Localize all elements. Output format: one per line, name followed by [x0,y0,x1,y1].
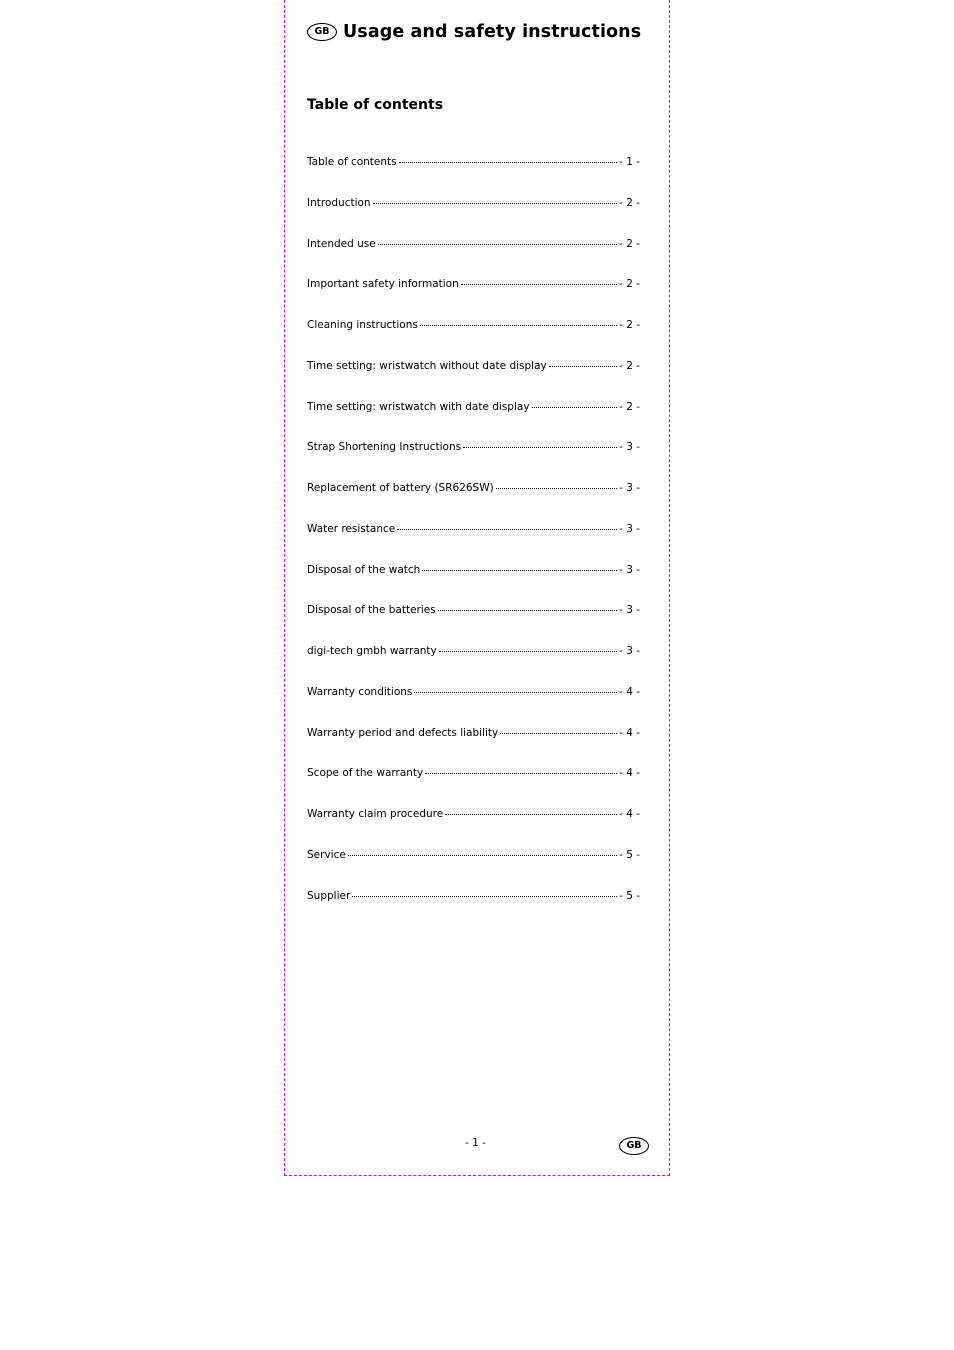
toc-entry-title: Disposal of the batteries [307,604,436,617]
toc-entry-title: Scope of the warranty [307,767,424,780]
toc-dot-leader [373,203,617,204]
toc-entry-page: - 3 - [619,482,640,494]
document-page [284,0,670,1176]
toc-dot-leader [378,244,617,245]
toc-entry[interactable] [307,849,640,890]
toc-entry-page: - 2 - [619,319,640,331]
toc-entry[interactable] [307,156,640,197]
toc-dot-leader [445,814,617,815]
toc-entry-title: Important safety information [307,278,459,291]
toc-entry-title: Service [307,848,346,861]
toc-entry-page: - 5 - [619,889,640,902]
footer-language-badge-gb: GB [619,1137,649,1155]
toc-dot-leader [420,325,617,326]
toc-entry[interactable] [307,727,640,768]
toc-entry-title: Warranty conditions [307,685,413,698]
toc-dot-leader [549,366,617,367]
toc-entry-page: - 3 - [619,441,640,454]
toc-dot-leader [439,651,617,652]
toc-entry-title: Introduction [307,196,371,209]
header [307,22,641,42]
toc-entry-title: Replacement of battery (SR626SW) [307,482,494,494]
table-of-contents [307,156,640,930]
toc-entry[interactable] [307,523,640,564]
toc-entry-page: - 3 - [619,645,640,657]
toc-entry-page: - 3 - [619,563,640,576]
toc-entry[interactable] [307,890,640,931]
toc-entry-title: Time setting: wristwatch without date display [307,359,547,372]
toc-entry[interactable] [307,319,640,360]
toc-dot-leader [438,610,617,611]
toc-entry-page: - 5 - [619,848,640,861]
toc-entry-page: - 2 - [619,400,640,413]
toc-entry-page: - 2 - [619,237,640,250]
toc-dot-leader [500,733,617,734]
toc-entry-page: - 4 - [619,726,640,739]
toc-entry-title: Cleaning instructions [307,319,418,331]
page-title: Usage and safety instructions [343,22,642,42]
toc-dot-leader [414,692,617,693]
toc-entry-page: - 1 - [619,156,640,168]
toc-entry-page: - 3 - [619,522,640,535]
toc-entry[interactable] [307,604,640,645]
toc-entry[interactable] [307,360,640,401]
toc-entry[interactable] [307,808,640,849]
toc-entry-title: Water resistance [307,522,396,535]
toc-entry-title: Strap Shortening Instructions [307,441,462,454]
toc-entry-title: Disposal of the watch [307,563,421,576]
toc-entry-title: Intended use [307,237,376,250]
toc-dot-leader [496,488,617,489]
toc-heading: Table of contents [307,97,444,113]
toc-entry[interactable] [307,278,640,319]
language-badge-gb: GB [307,23,337,41]
toc-dot-leader [397,529,617,530]
toc-dot-leader [348,855,617,856]
toc-dot-leader [532,407,618,408]
toc-entry[interactable] [307,645,640,686]
toc-entry-page: - 4 - [619,767,640,780]
toc-entry-page: - 2 - [619,359,640,372]
toc-dot-leader [399,162,617,163]
toc-entry-title: Warranty claim procedure [307,808,444,820]
toc-entry[interactable] [307,686,640,727]
toc-entry[interactable] [307,564,640,605]
toc-entry-title: Warranty period and defects liability [307,726,499,739]
toc-entry[interactable] [307,238,640,279]
toc-entry[interactable] [307,441,640,482]
toc-entry[interactable] [307,482,640,523]
toc-dot-leader [352,896,617,897]
toc-dot-leader [425,773,617,774]
toc-dot-leader [463,447,617,448]
toc-entry[interactable] [307,767,640,808]
toc-entry-title: Time setting: wristwatch with date display [307,400,530,413]
toc-entry-page: - 4 - [619,685,640,698]
toc-entry-page: - 2 - [619,196,640,209]
toc-entry[interactable] [307,197,640,238]
toc-entry-title: digi-tech gmbh warranty [307,645,437,657]
toc-dot-leader [461,284,617,285]
toc-entry-page: - 4 - [619,808,640,820]
footer-page-number: - 1 - [465,1137,486,1149]
toc-entry-title: Table of contents [307,156,397,168]
toc-entry-title: Supplier [307,889,351,902]
toc-dot-leader [422,570,617,571]
toc-entry-page: - 2 - [619,278,640,291]
toc-entry-page: - 3 - [619,604,640,617]
toc-entry[interactable] [307,401,640,442]
